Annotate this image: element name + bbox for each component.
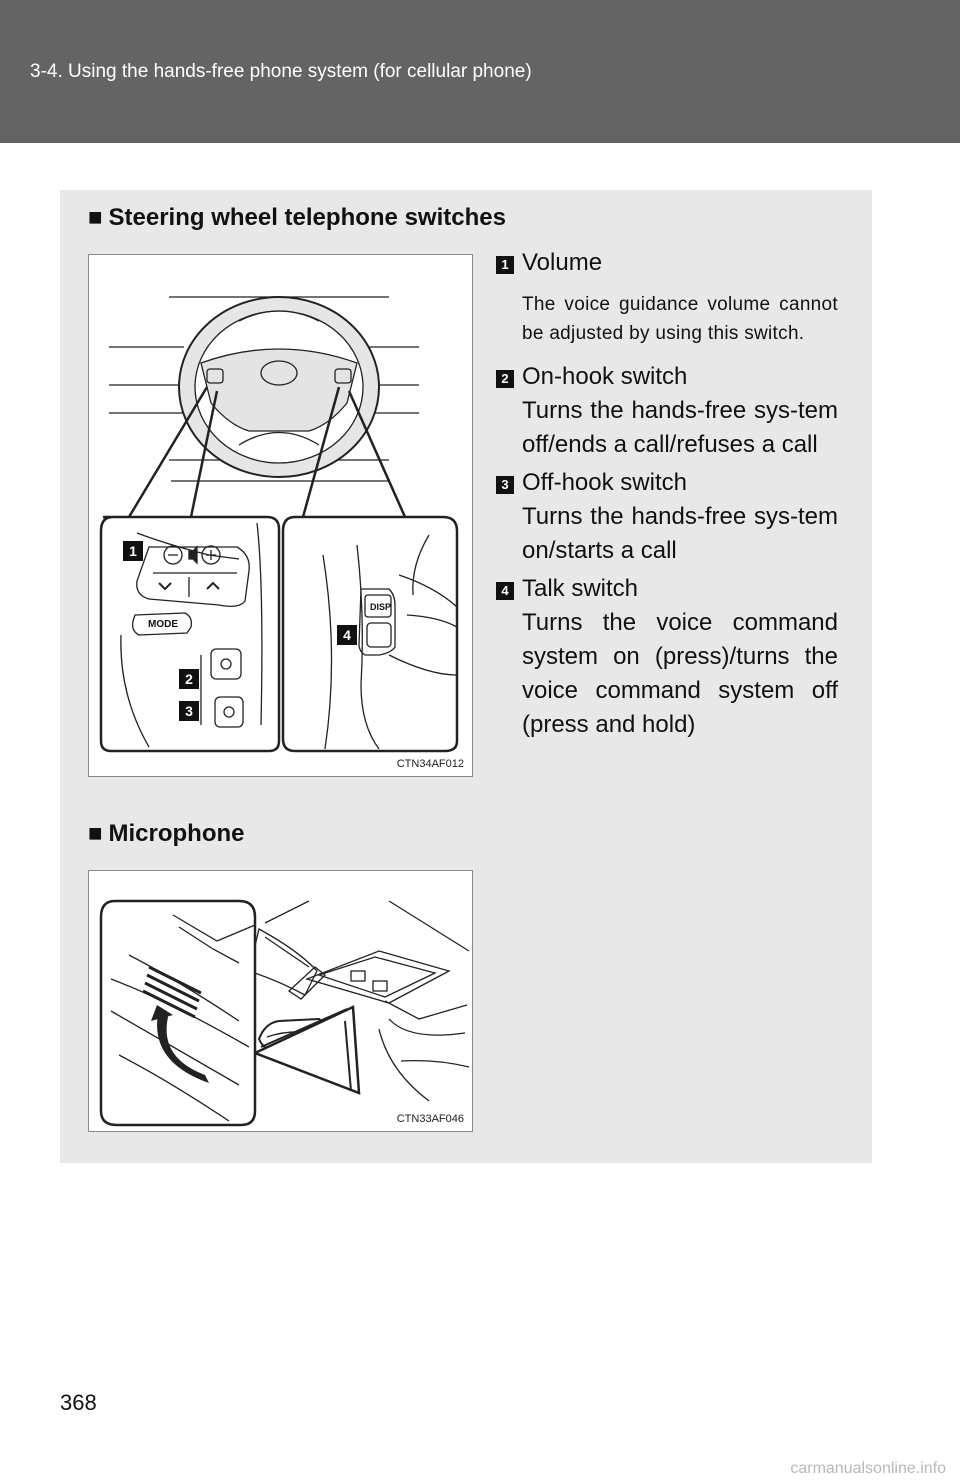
- mode-button-label: MODE: [148, 619, 178, 630]
- heading-text: Microphone: [108, 820, 245, 847]
- item-number: 4: [496, 582, 514, 600]
- figure-code: CTN33AF046: [396, 1113, 464, 1125]
- disp-button-label: DISP: [370, 602, 392, 612]
- item-number: 2: [496, 370, 514, 388]
- callout-4: 4: [343, 627, 351, 643]
- heading-marker: ■: [88, 820, 103, 847]
- heading-text: Steering wheel telephone switches: [108, 204, 506, 231]
- page-header: [0, 0, 960, 143]
- item-title: On-hook switch: [522, 363, 688, 390]
- item-description: Turns the hands-free sys-tem on/starts a call: [522, 503, 838, 564]
- chapter-title: 3-4. Using the hands-free phone system (for cellular phone): [30, 61, 532, 82]
- steering-wheel-illustration: [89, 255, 473, 777]
- item-title: Volume: [522, 249, 603, 276]
- callout-1: 1: [129, 543, 137, 559]
- steering-wheel-figure: [88, 254, 473, 777]
- item-title: Off-hook switch: [522, 469, 687, 496]
- item-number: 1: [496, 256, 514, 274]
- item-number: 3: [496, 476, 514, 494]
- microphone-figure: [88, 870, 473, 1132]
- steering-switches-heading: [88, 204, 506, 232]
- microphone-heading: [88, 820, 245, 848]
- item-description: Turns the voice command system on (press)/turns the voice command system off (press and hold): [522, 609, 838, 738]
- page-number: 368: [60, 1390, 97, 1415]
- switch-descriptions: [492, 246, 838, 742]
- figure-code: CTN34AF012: [396, 758, 464, 770]
- microphone-illustration: [89, 871, 473, 1132]
- list-item-on-hook: [492, 360, 838, 462]
- item-description: Turns the hands-free sys-tem off/ends a call/refuses a call: [522, 397, 838, 458]
- item-title: Talk switch: [522, 575, 639, 602]
- list-item-volume: [492, 246, 838, 348]
- heading-marker: ■: [88, 204, 103, 231]
- watermark: carmanualsonline.info: [790, 1460, 946, 1477]
- item-note: The voice guidance volume cannot be adjusted by using this switch.: [522, 294, 838, 344]
- list-item-talk: [492, 572, 838, 742]
- list-item-off-hook: [492, 466, 838, 568]
- callout-3: 3: [185, 703, 193, 719]
- callout-2: 2: [185, 671, 193, 687]
